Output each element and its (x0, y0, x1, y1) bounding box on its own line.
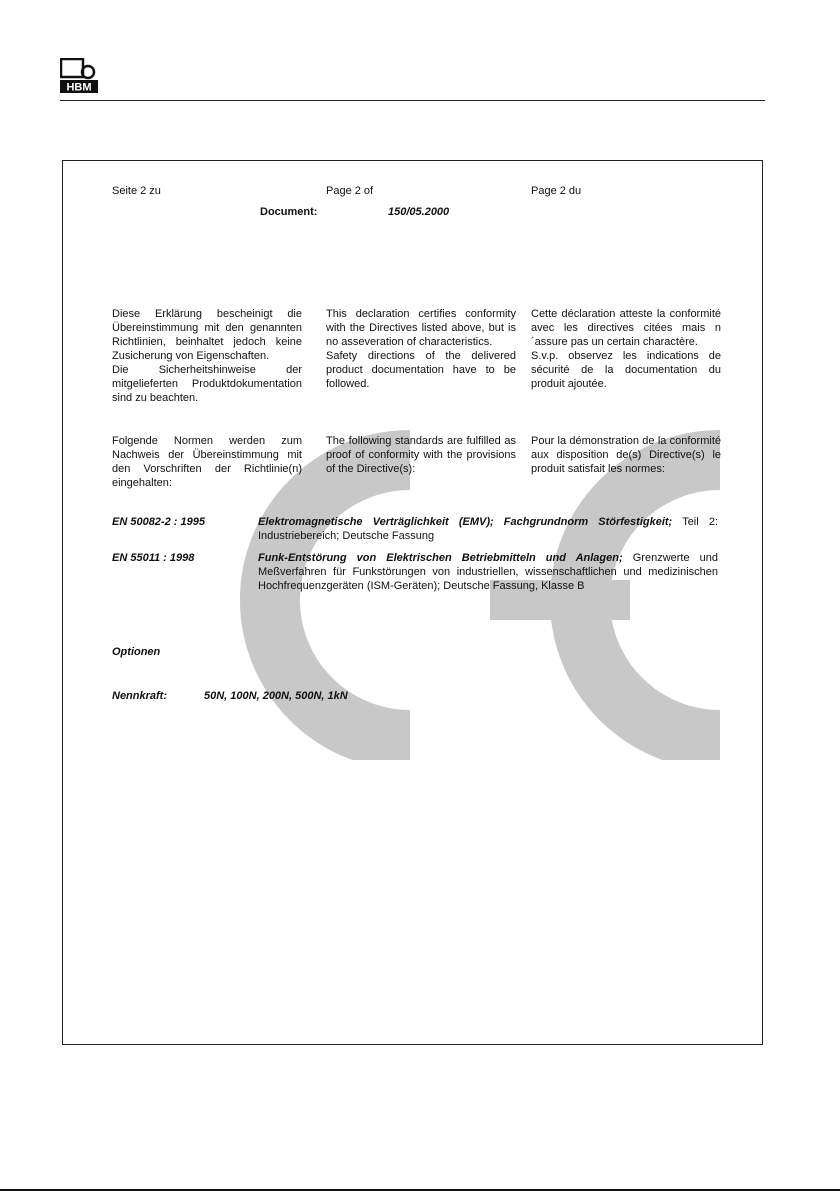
document-number: 150/05.2000 (388, 206, 450, 218)
options-label: Optionen (112, 646, 161, 658)
standard-title: Funk-Entstörung von Elektrischen Betriebmitteln und Anlagen; (258, 552, 623, 564)
standard-detail: Grenzwerte und Meßverfahren für Funkstörungen von industriellen, wissenschaftlichen und medizinischen Hochfrequenzgeräten (ISM-Geräten); Deutsche Fassung, Klasse B (258, 552, 719, 592)
nominal-force-label: Nennkraft: (112, 690, 168, 702)
declaration-de (112, 307, 302, 405)
standard-code: EN 50082-2 : 1995 (112, 516, 205, 528)
declaration-fr-p1: Cette déclaration atteste la conformité avec les directives citées mais n´assure pas un certain charactère. (531, 308, 721, 348)
declaration-de-p2: Die Sicherheitshinweise der mitgelieferten Produktdokumentation sind zu beachten. (112, 364, 302, 404)
declaration-en (326, 307, 516, 391)
declaration-fr (531, 307, 721, 391)
hbm-logo-icon (60, 58, 98, 94)
standard-code: EN 55011 : 1998 (112, 552, 195, 564)
header-rule (60, 100, 765, 101)
standard-detail: Teil 2: Industriebereich; Deutsche Fassung (258, 516, 719, 542)
standard-description (258, 551, 718, 593)
page-label-en: Page 2 of (326, 185, 374, 197)
declaration-de-p1: Diese Erklärung bescheinigt die Übereinstimmung mit den genannten Richtlinien, beinhaltet jedoch keine Zusicherung von Eigenschaften. (112, 308, 302, 362)
standard-description (258, 515, 718, 543)
declaration-en-p2: Safety directions of the delivered product documentation have to be followed. (326, 350, 516, 390)
standards-intro-de: Folgende Normen werden zum Nachweis der Übereinstimmung mit den Vorschriften der Richtlinie(n) eingehalten: (112, 435, 302, 489)
logo-text: HBM (66, 81, 92, 94)
declaration-en-p1: This declaration certifies conformity with the Directives listed above, but is no asseveration of characteristics. (326, 308, 516, 348)
standards-intro-fr: Pour la démonstration de la conformité aux disposition de(s) Directive(s) le produit satisfait les normes: (531, 435, 721, 475)
document-label: Document: (260, 206, 318, 218)
page-label-de: Seite 2 zu (112, 185, 161, 197)
hbm-logo (60, 58, 98, 94)
declaration-fr-p2: S.v.p. observez les indications de sécurité de la documentation du produit ajoutée. (531, 350, 721, 390)
page-label-fr: Page 2 du (531, 185, 582, 197)
standard-title: Elektromagnetische Verträglichkeit (EMV); Fachgrundnorm Störfestigkeit; (258, 516, 673, 528)
nominal-force-values: 50N, 100N, 200N, 500N, 1kN (204, 690, 348, 702)
standards-intro-en: The following standards are fulfilled as proof of conformity with the provisions of the Directive(s): (326, 435, 516, 475)
